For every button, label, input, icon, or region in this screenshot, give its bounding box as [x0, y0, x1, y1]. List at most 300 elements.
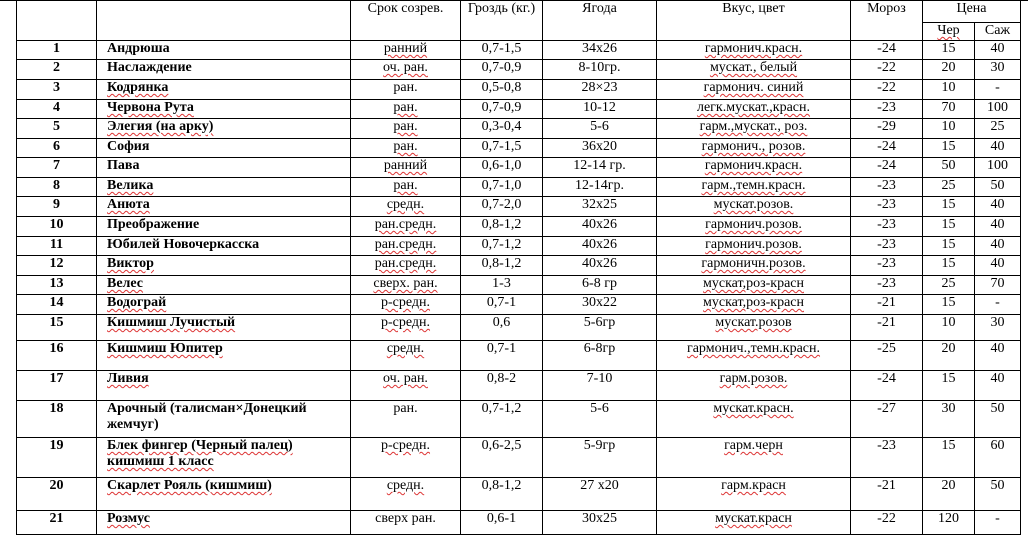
maturity-cell: [351, 315, 461, 341]
grape-varieties-table: [16, 0, 1021, 535]
price-seedling-cell: [975, 256, 1021, 276]
berry-size-cell-text: 6-8гр: [583, 341, 616, 356]
header-berry: Ягода: [543, 1, 657, 41]
frost-resistance-cell-text: -29: [877, 119, 896, 134]
frost-resistance-cell-text: -24: [877, 139, 896, 154]
berry-size-cell: [543, 60, 657, 80]
taste-color-cell: [657, 237, 851, 256]
berry-size-cell-text: 10-12: [583, 100, 616, 115]
maturity-cell: [351, 60, 461, 80]
price-cutting-cell-text: 10: [941, 315, 956, 330]
berry-size-cell-text: 27 х20: [580, 478, 619, 493]
maturity-cell: [351, 237, 461, 256]
frost-resistance-cell: [851, 217, 923, 237]
row-number: [17, 438, 97, 478]
taste-color-cell-text: мускат.красн: [715, 511, 792, 526]
price-seedling-cell: [975, 41, 1021, 60]
bunch-weight-cell: [461, 315, 543, 341]
price-cutting-cell: [923, 119, 975, 139]
taste-color-cell-text: гармонич.розов.: [705, 217, 802, 232]
bunch-weight-cell-text: 0,7-1,5: [481, 139, 522, 154]
taste-color-cell-text: мускат.розов.: [713, 197, 794, 212]
maturity-cell: [351, 438, 461, 478]
variety-name: [97, 60, 351, 80]
maturity-cell: [351, 341, 461, 371]
variety-name: [97, 256, 351, 276]
price-seedling-cell-text: 40: [990, 341, 1005, 356]
row-number-text: 1: [53, 41, 60, 56]
variety-name-text: Виктор: [107, 256, 154, 271]
price-cutting-cell: [923, 511, 975, 535]
taste-color-cell-text: гармонич.розов.: [705, 237, 802, 252]
taste-color-cell: [657, 139, 851, 158]
berry-size-cell-text: 5-6: [590, 401, 609, 416]
price-seedling-cell-text: 40: [990, 237, 1005, 252]
table-row: [17, 178, 1021, 197]
taste-color-cell: [657, 276, 851, 295]
berry-size-cell: [543, 341, 657, 371]
table-row: [17, 315, 1021, 341]
frost-resistance-cell: [851, 41, 923, 60]
row-number: [17, 197, 97, 217]
frost-resistance-cell: [851, 197, 923, 217]
variety-name: [97, 478, 351, 511]
berry-size-cell-text: 40х26: [582, 237, 617, 252]
taste-color-cell-text: мускат,роз-красн: [703, 276, 804, 291]
price-cutting-cell-text: 15: [941, 256, 956, 271]
price-seedling-cell: [975, 197, 1021, 217]
row-number: [17, 276, 97, 295]
price-cutting-cell: [923, 315, 975, 341]
bunch-weight-cell: [461, 276, 543, 295]
row-number-text: 17: [49, 371, 64, 386]
header-price-cut-label: Чер: [937, 23, 960, 38]
frost-resistance-cell-text: -23: [877, 100, 896, 115]
berry-size-cell: [543, 276, 657, 295]
frost-resistance-cell-text: -23: [877, 438, 896, 453]
berry-size-cell: [543, 158, 657, 178]
variety-name-text: Водограй: [107, 295, 167, 310]
variety-name-text: Ливия: [107, 371, 149, 386]
bunch-weight-cell-text: 1-3: [492, 276, 511, 291]
frost-resistance-cell: [851, 276, 923, 295]
variety-name-text: Наслаждение: [107, 60, 192, 75]
taste-color-cell-text: мускат.розов: [715, 315, 792, 330]
price-cutting-cell-text: 20: [941, 341, 956, 356]
row-number-text: 3: [53, 80, 60, 95]
price-cutting-cell-text: 70: [941, 100, 956, 115]
bunch-weight-cell: [461, 256, 543, 276]
variety-name-text: София: [107, 139, 150, 154]
table-row: [17, 197, 1021, 217]
berry-size-cell: [543, 295, 657, 315]
price-cutting-cell-text: 120: [938, 511, 959, 526]
price-seedling-cell: [975, 295, 1021, 315]
maturity-cell-text: р-средн.: [380, 315, 431, 330]
bunch-weight-cell-text: 0,7-1,5: [481, 41, 522, 56]
berry-size-cell: [543, 80, 657, 100]
maturity-cell-text: сверх ран.: [375, 511, 436, 526]
bunch-weight-cell-text: 0,7-1,2: [481, 237, 522, 252]
taste-color-cell-text: гармонич.красн.: [704, 41, 803, 56]
variety-name: [97, 511, 351, 535]
price-cutting-cell-text: 15: [941, 41, 956, 56]
berry-size-cell-text: 8-10гр.: [578, 60, 621, 75]
frost-resistance-cell-text: -24: [877, 41, 896, 56]
taste-color-cell-text: мускат., белый: [709, 60, 798, 75]
maturity-cell-text: средн.: [386, 341, 425, 356]
price-cutting-cell: [923, 139, 975, 158]
maturity-cell: [351, 80, 461, 100]
taste-color-cell: [657, 60, 851, 80]
berry-size-cell: [543, 401, 657, 438]
row-number: [17, 60, 97, 80]
row-number: [17, 237, 97, 256]
variety-name: [97, 100, 351, 119]
bunch-weight-cell: [461, 158, 543, 178]
price-seedling-cell-text: 50: [990, 478, 1005, 493]
frost-resistance-cell-text: -27: [877, 401, 896, 416]
variety-name-text: Велика: [107, 178, 154, 193]
price-seedling-cell: [975, 80, 1021, 100]
variety-name-text: Андрюша: [107, 41, 170, 56]
taste-color-cell: [657, 197, 851, 217]
frost-resistance-cell: [851, 438, 923, 478]
price-seedling-cell-text: -: [995, 295, 1000, 310]
price-seedling-cell-text: 60: [990, 438, 1005, 453]
taste-color-cell: [657, 217, 851, 237]
frost-resistance-cell-text: -22: [877, 80, 896, 95]
bunch-weight-cell: [461, 478, 543, 511]
row-number: [17, 139, 97, 158]
price-cutting-cell: [923, 256, 975, 276]
price-cutting-cell: [923, 401, 975, 438]
price-cutting-cell: [923, 371, 975, 401]
bunch-weight-cell-text: 0,7-0,9: [481, 60, 522, 75]
price-seedling-cell: [975, 511, 1021, 535]
header-number: [17, 1, 97, 41]
taste-color-cell-text: гарм.,темн.красн.: [701, 178, 806, 193]
variety-name: [97, 139, 351, 158]
frost-resistance-cell-text: -23: [877, 197, 896, 212]
variety-name: [97, 438, 351, 478]
price-cutting-cell-text: 25: [941, 178, 956, 193]
variety-name-text: Пава: [107, 158, 140, 173]
price-seedling-cell: [975, 371, 1021, 401]
berry-size-cell-text: 12-14гр.: [575, 178, 624, 193]
bunch-weight-cell-text: 0,6-1,0: [481, 158, 522, 173]
maturity-cell-text: ранний: [383, 158, 428, 173]
row-number: [17, 478, 97, 511]
price-seedling-cell: [975, 119, 1021, 139]
table-row: [17, 438, 1021, 478]
table-row: [17, 41, 1021, 60]
header-maturity: Срок созрев.: [351, 1, 461, 41]
maturity-cell-text: ранний: [383, 41, 428, 56]
variety-name: [97, 237, 351, 256]
header-price-cut: [923, 23, 975, 41]
taste-color-cell-text: гармонич.,темн.красн.: [686, 341, 821, 356]
row-number-text: 14: [49, 295, 64, 310]
variety-name-text: Розмус: [107, 511, 150, 526]
price-seedling-cell-text: 30: [990, 60, 1005, 75]
taste-color-cell-text: мускат.красн.: [713, 401, 794, 416]
variety-name: [97, 178, 351, 197]
maturity-cell-text: сверх. ран.: [373, 276, 438, 291]
row-number-text: 21: [49, 511, 64, 526]
price-seedling-cell: [975, 276, 1021, 295]
row-number-text: 11: [49, 237, 64, 252]
taste-color-cell-text: гармоничн.розов.: [701, 256, 806, 271]
price-seedling-cell-text: 100: [987, 100, 1008, 115]
frost-resistance-cell: [851, 371, 923, 401]
variety-name-text: Велес: [107, 276, 144, 291]
maturity-cell: [351, 217, 461, 237]
row-number-text: 16: [49, 341, 64, 356]
grape-price-sheet: [16, 0, 1020, 535]
bunch-weight-cell-text: 0,8-2: [486, 371, 517, 386]
berry-size-cell: [543, 256, 657, 276]
row-number: [17, 511, 97, 535]
price-cutting-cell-text: 15: [941, 217, 956, 232]
frost-resistance-cell-text: -23: [877, 237, 896, 252]
berry-size-cell: [543, 178, 657, 197]
bunch-weight-cell-text: 0,7-0,9: [481, 100, 522, 115]
frost-resistance-cell-text: -24: [877, 371, 896, 386]
row-number: [17, 119, 97, 139]
taste-color-cell-text: гарм.розов.: [719, 371, 788, 386]
bunch-weight-cell: [461, 511, 543, 535]
bunch-weight-cell: [461, 237, 543, 256]
price-cutting-cell-text: 30: [941, 401, 956, 416]
bunch-weight-cell: [461, 341, 543, 371]
bunch-weight-cell: [461, 178, 543, 197]
bunch-weight-cell-text: 0,6: [492, 315, 511, 330]
table-row: [17, 119, 1021, 139]
bunch-weight-cell-text: 0,8-1,2: [481, 256, 522, 271]
berry-size-cell: [543, 438, 657, 478]
variety-name-text: Кишмиш Юпитер: [107, 341, 223, 356]
frost-resistance-cell: [851, 100, 923, 119]
price-cutting-cell-text: 15: [941, 438, 956, 453]
price-cutting-cell: [923, 237, 975, 256]
maturity-cell-text: ран.средн.: [374, 237, 437, 252]
table-header-row-1: [17, 1, 1021, 23]
price-seedling-cell: [975, 478, 1021, 511]
header-variety: [97, 1, 351, 41]
maturity-cell-text: р-средн.: [380, 295, 431, 310]
taste-color-cell: [657, 438, 851, 478]
berry-size-cell: [543, 41, 657, 60]
variety-name-text: Преображение: [107, 217, 200, 232]
frost-resistance-cell: [851, 237, 923, 256]
frost-resistance-cell: [851, 401, 923, 438]
table-row: [17, 139, 1021, 158]
taste-color-cell: [657, 511, 851, 535]
frost-resistance-cell: [851, 511, 923, 535]
header-taste: Вкус, цвет: [657, 1, 851, 41]
frost-resistance-cell: [851, 80, 923, 100]
row-number-text: 10: [49, 217, 64, 232]
bunch-weight-cell-text: 0,6-1: [486, 511, 517, 526]
maturity-cell: [351, 401, 461, 438]
table-row: [17, 158, 1021, 178]
row-number-text: 8: [53, 178, 60, 193]
bunch-weight-cell: [461, 60, 543, 80]
row-number-text: 19: [49, 438, 64, 453]
bunch-weight-cell-text: 0,3-0,4: [481, 119, 522, 134]
header-price: Цена: [923, 1, 1021, 23]
variety-name: [97, 371, 351, 401]
bunch-weight-cell-text: 0,7-1,2: [481, 401, 522, 416]
variety-name: [97, 197, 351, 217]
taste-color-cell: [657, 100, 851, 119]
row-number: [17, 178, 97, 197]
maturity-cell: [351, 197, 461, 217]
bunch-weight-cell: [461, 41, 543, 60]
taste-color-cell-text: гармонич.красн.: [704, 158, 803, 173]
frost-resistance-cell-text: -23: [877, 217, 896, 232]
berry-size-cell-text: 40х26: [582, 217, 617, 232]
berry-size-cell: [543, 217, 657, 237]
taste-color-cell: [657, 80, 851, 100]
row-number-text: 18: [49, 401, 64, 416]
table-row: [17, 401, 1021, 438]
price-cutting-cell-text: 20: [941, 60, 956, 75]
price-seedling-cell-text: 30: [990, 315, 1005, 330]
variety-name: [97, 341, 351, 371]
berry-size-cell: [543, 100, 657, 119]
price-seedling-cell-text: 40: [990, 371, 1005, 386]
taste-color-cell: [657, 256, 851, 276]
frost-resistance-cell: [851, 478, 923, 511]
price-cutting-cell: [923, 100, 975, 119]
price-cutting-cell: [923, 178, 975, 197]
frost-resistance-cell-text: -21: [877, 478, 896, 493]
price-cutting-cell-text: 15: [941, 371, 956, 386]
taste-color-cell: [657, 295, 851, 315]
berry-size-cell: [543, 511, 657, 535]
price-cutting-cell: [923, 158, 975, 178]
taste-color-cell: [657, 315, 851, 341]
taste-color-cell: [657, 371, 851, 401]
bunch-weight-cell: [461, 371, 543, 401]
maturity-cell: [351, 100, 461, 119]
price-cutting-cell-text: 20: [941, 478, 956, 493]
maturity-cell-text: оч. ран.: [383, 371, 428, 386]
taste-color-cell: [657, 401, 851, 438]
frost-resistance-cell-text: -24: [877, 158, 896, 173]
row-number: [17, 158, 97, 178]
variety-name-text: Юбилей Новочеркасска: [107, 237, 260, 252]
row-number-text: 9: [53, 197, 60, 212]
price-seedling-cell: [975, 139, 1021, 158]
price-cutting-cell-text: 10: [941, 119, 956, 134]
maturity-cell-text: ран.: [393, 401, 418, 416]
maturity-cell-text: ран.средн.: [374, 256, 437, 271]
maturity-cell: [351, 295, 461, 315]
header-bunch: Гроздь (кг.): [461, 1, 543, 41]
berry-size-cell-text: 12-14 гр.: [573, 158, 626, 173]
price-seedling-cell-text: 40: [990, 139, 1005, 154]
price-seedling-cell: [975, 158, 1021, 178]
variety-name-text: Элегия (на арку): [107, 119, 214, 134]
bunch-weight-cell-text: 0,7-1: [486, 341, 517, 356]
table-row: [17, 60, 1021, 80]
berry-size-cell: [543, 478, 657, 511]
berry-size-cell-text: 28×23: [581, 80, 618, 95]
maturity-cell: [351, 478, 461, 511]
variety-name: [97, 41, 351, 60]
row-number: [17, 371, 97, 401]
maturity-cell-text: ран.: [393, 80, 418, 95]
frost-resistance-cell: [851, 178, 923, 197]
price-seedling-cell: [975, 217, 1021, 237]
maturity-cell: [351, 41, 461, 60]
bunch-weight-cell: [461, 217, 543, 237]
maturity-cell-text: ран.: [393, 178, 418, 193]
price-seedling-cell-text: 40: [990, 197, 1005, 212]
berry-size-cell: [543, 371, 657, 401]
bunch-weight-cell-text: 0,7-1: [486, 295, 517, 310]
row-number: [17, 315, 97, 341]
frost-resistance-cell: [851, 295, 923, 315]
taste-color-cell-text: гарм.,мускат., роз.: [699, 119, 808, 134]
row-number-text: 7: [53, 158, 60, 173]
berry-size-cell-text: 30х22: [582, 295, 617, 310]
row-number: [17, 295, 97, 315]
frost-resistance-cell: [851, 315, 923, 341]
berry-size-cell-text: 34х26: [582, 41, 617, 56]
bunch-weight-cell-text: 0,8-1,2: [481, 478, 522, 493]
variety-name: [97, 315, 351, 341]
price-seedling-cell-text: -: [995, 511, 1000, 526]
bunch-weight-cell-text: 0,5-0,8: [481, 80, 522, 95]
price-seedling-cell: [975, 60, 1021, 80]
price-cutting-cell-text: 15: [941, 237, 956, 252]
berry-size-cell-text: 30х25: [582, 511, 617, 526]
maturity-cell-text: ран.: [393, 100, 418, 115]
berry-size-cell-text: 5-6гр: [583, 315, 616, 330]
frost-resistance-cell-text: -21: [877, 295, 896, 310]
maturity-cell: [351, 511, 461, 535]
maturity-cell: [351, 139, 461, 158]
table-row: [17, 80, 1021, 100]
price-cutting-cell: [923, 60, 975, 80]
taste-color-cell-text: гармонич. синий: [703, 80, 804, 95]
header-price-seedling: Саж: [975, 23, 1021, 41]
frost-resistance-cell-text: -23: [877, 276, 896, 291]
row-number-text: 13: [49, 276, 64, 291]
taste-color-cell: [657, 119, 851, 139]
variety-name-text: Блек фингер (Черный палец) кишмиш 1 класс: [107, 438, 293, 469]
variety-name: [97, 276, 351, 295]
taste-color-cell-text: мускат,роз-красн: [703, 295, 804, 310]
taste-color-cell: [657, 178, 851, 197]
maturity-cell-text: ран.: [393, 119, 418, 134]
price-seedling-cell: [975, 341, 1021, 371]
bunch-weight-cell: [461, 100, 543, 119]
maturity-cell-text: ран.: [393, 139, 418, 154]
frost-resistance-cell-text: -25: [877, 341, 896, 356]
row-number-text: 15: [49, 315, 64, 330]
price-seedling-cell-text: 40: [990, 256, 1005, 271]
variety-name-text: Червона Рута: [107, 100, 194, 115]
berry-size-cell: [543, 237, 657, 256]
variety-name: [97, 295, 351, 315]
maturity-cell-text: оч. ран.: [383, 60, 428, 75]
frost-resistance-cell: [851, 256, 923, 276]
